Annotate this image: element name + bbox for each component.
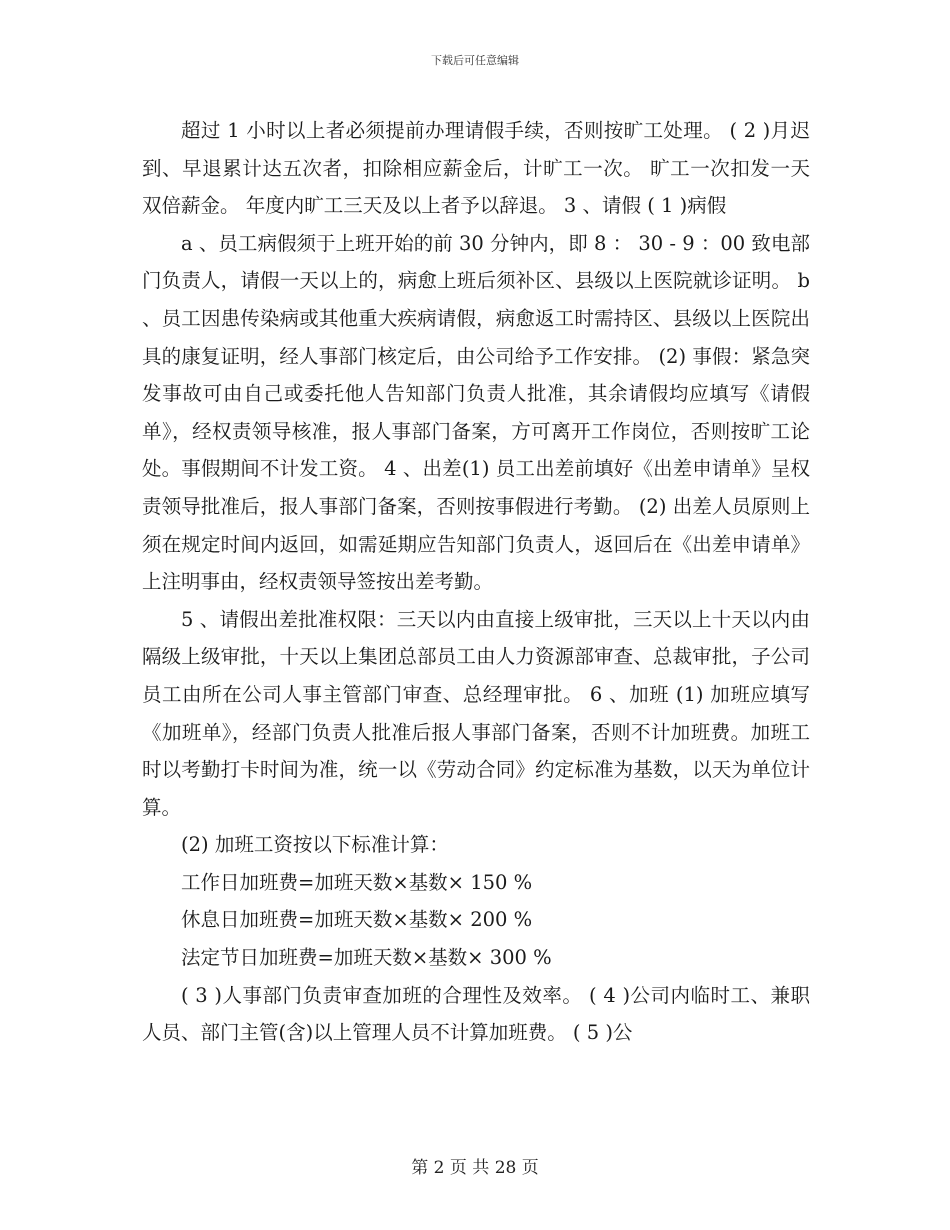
document-body	[142, 112, 810, 1052]
formula-restday: 休息日加班费=加班天数×基数× 200 %	[181, 908, 533, 932]
paragraph-overtime-review: ( 3 )人事部门负责审查加班的合理性及效率。 ( 4 )公司内临时工、兼职人员、部门主管(含)以上管理人员不计算加班费。 ( 5 )公	[142, 983, 810, 1045]
paragraph-overtime-pay-heading: (2) 加班工资按以下标准计算：	[181, 833, 449, 857]
page-header: 下载后可任意编辑	[431, 54, 519, 67]
paragraph-absence-rules: 超过 1 小时以上者必须提前办理请假手续，否则按旷工处理。 ( 2 )月迟到、早退累计达五次者，扣除相应薪金后，计旷工一次。 旷工一次扣发一天双倍薪金。 年度内旷工三天及以上者予以辞退。 3 、请假 ( 1 )病假	[142, 119, 810, 218]
formula-workday: 工作日加班费=加班天数×基数× 150 %	[181, 870, 533, 894]
formula-holiday: 法定节日加班费=加班天数×基数× 300 %	[181, 946, 552, 970]
paragraph-sick-leave: a 、员工病假须于上班开始的前 30 分钟内，即 8 ： 30 - 9 ：00 致电部门负责人，请假一天以上的，病愈上班后须补区、县级以上医院就诊证明。 b 、员工因患传染病或其他重大疾病请假，病愈返工时需持区、县级以上医院出具的康复证明，经人事部门核定后，由公司给予工作安排。 (2) 事假：紧急突发事故可由自己或委托他人告知部门负责人批准，其余请假均应填写《请假单》，经权责领导核准，报人事部门备案，方可离开工作岗位，否则按旷工论处。事假期间不计发工资。 4 、出差(1) 员工出差前填好《出差申请单》呈权责领导批准后，报人事部门备案，否则按事假进行考勤。 (2) 出差人员原则上须在规定时间内返回，如需延期应告知部门负责人，返回后在《出差申请单》上注明事由，经权责领导签按出差考勤。	[142, 231, 810, 594]
page-number-footer: 第 2 页 共 28 页	[411, 1158, 539, 1178]
paragraph-approval-overtime: 5 、请假出差批准权限：三天以内由直接上级审批，三天以上十天以内由隔级上级审批，十天以上集团总部员工由人力资源部审查、总裁审批，子公司员工由所在公司人事主管部门审查、总经理审批。 6 、加班 (1) 加班应填写《加班单》，经部门负责人批准后报人事部门备案，否则不计加班费。加班工时以考勤打卡时间为准，统一以《劳动合同》约定标准为基数，以天为单位计算。	[142, 607, 810, 819]
